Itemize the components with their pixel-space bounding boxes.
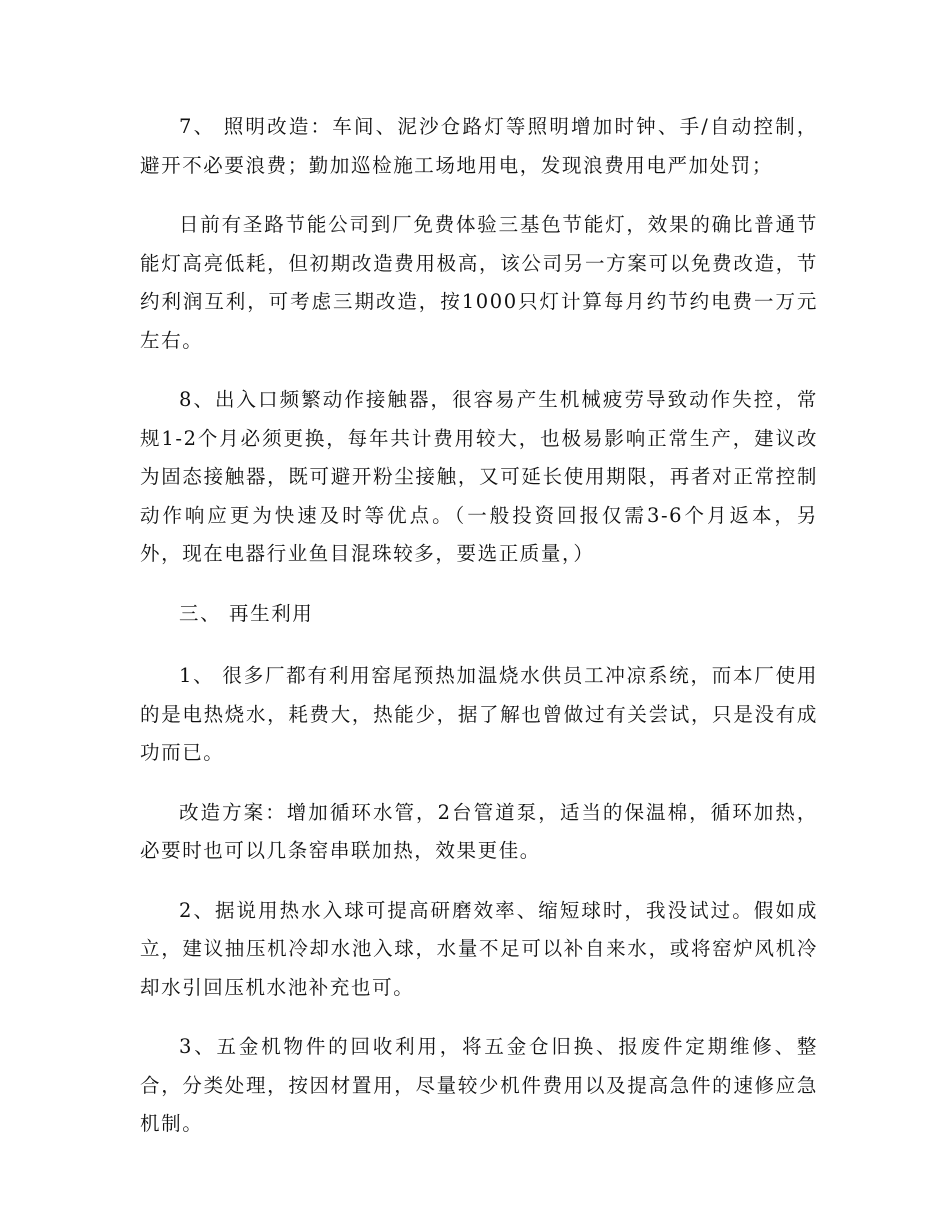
- paragraph-retrofit-plan: 改造方案：增加循环水管，2台管道泵，适当的保温棉，循环加热，必要时也可以几条窑串联加热，效果更佳。: [140, 800, 818, 862]
- paragraph-contactor-replacement: 8、出入口频繁动作接触器，很容易产生机械疲劳导致动作失控，常规1-2个月必须更换，每年共计费用较大，也极易影响正常生产，建议改为固态接触器，既可避开粉尘接触，又可延长使用期限，再者对正常控制动作响应更为快速及时等优点。（一般投资回报仅需3-6个月返本，另外，现在电器行业鱼目混珠较多，要选正质量，）: [140, 388, 818, 565]
- section-heading-recycling: 三、 再生利用: [179, 601, 314, 625]
- paragraph-hardware-recycling: 3、五金机物件的回收利用，将五金仓旧换、报废件定期维修、整合，分类处理，按因材置用，尽量较少机件费用以及提高急件的速修应急机制。: [140, 1035, 818, 1135]
- paragraph-kiln-heat-reuse: 1、 很多厂都有利用窑尾预热加温烧水供员工冲凉系统，而本厂使用的是电热烧水，耗费大，热能少，据了解也曾做过有关尝试，只是没有成功而已。: [140, 664, 818, 764]
- paragraph-lighting-retrofit: 7、 照明改造：车间、泥沙仓路灯等照明增加时钟、手/自动控制，避开不必要浪费；勤加巡检施工场地用电，发现浪费用电严加处罚；: [140, 115, 818, 177]
- paragraph-hot-water-ball-mill: 2、据说用热水入球可提高研磨效率、缩短球时，我没试过。假如成立，建议抽压机冷却水池入球，水量不足可以补自来水，或将窑炉风机冷却水引回压机水池补充也可。: [140, 898, 818, 999]
- paragraph-energy-saving-lamps: 日前有圣路节能公司到厂免费体验三基色节能灯，效果的确比普通节能灯高亮低耗，但初期改造费用极高，该公司另一方案可以免费改造，节约利润互利，可考虑三期改造，按1000只灯计算每月约节约电费一万元左右。: [140, 213, 818, 352]
